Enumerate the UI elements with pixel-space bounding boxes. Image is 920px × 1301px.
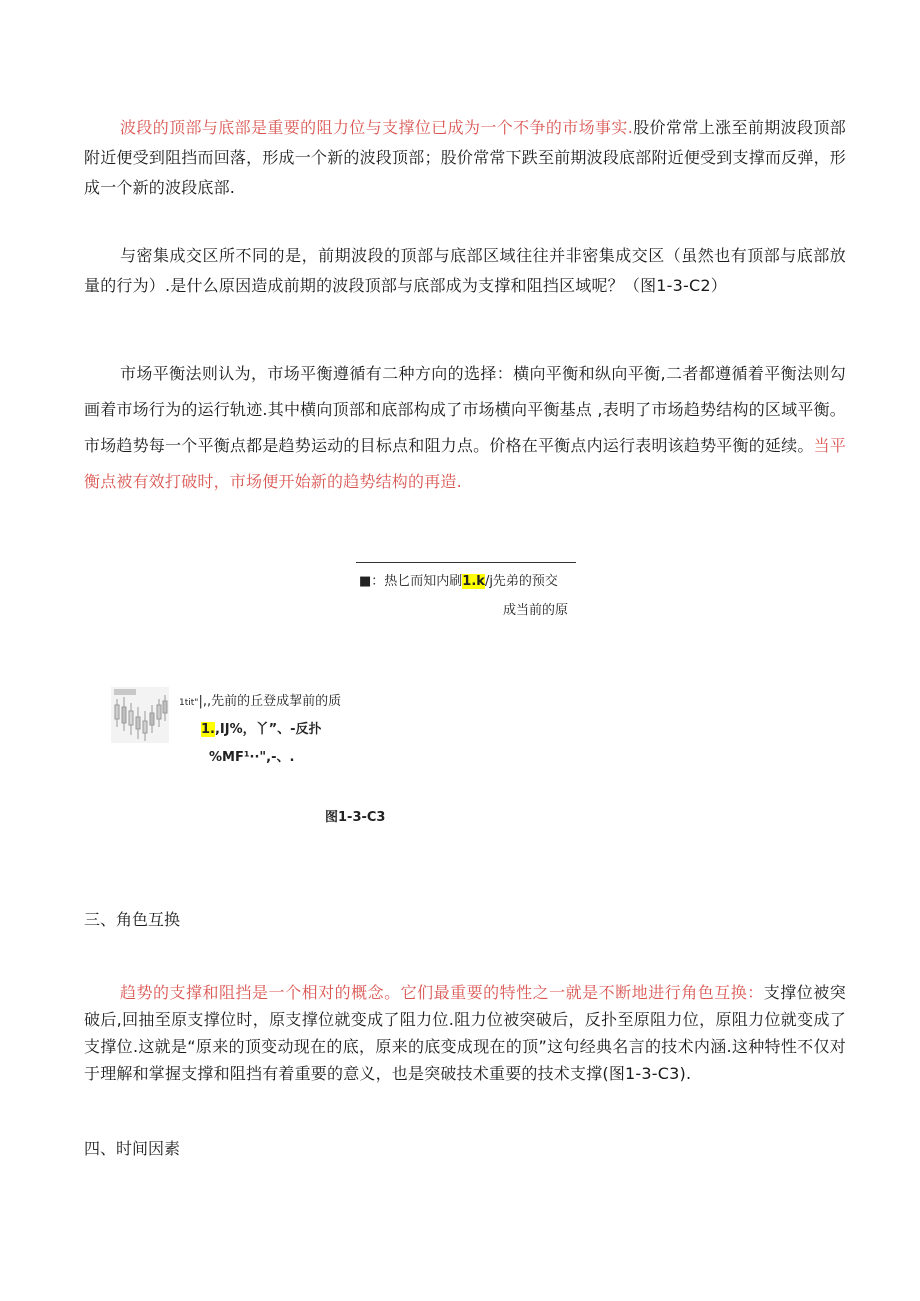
body-text: 支撑位被突破后,回抽至原支撑位时，原支撑位就变成了阻力位.阻力位被突破后，反扑至原阻力位，原阻力位就变成了支撑位.这就是“原来的顶变动现在的底，原来的底变成现在的顶”这句经典名言的技术内涵.这种特性不仅对于理解和掌握支撑和阻挡有着重要的意义，也是突破技术重要的技术支撑(图1-3-C3). (84, 983, 846, 1083)
annotation-text: 1tit" (179, 698, 199, 708)
figure-divider (356, 562, 576, 563)
figure-annotation-line5: %MF¹··",-、. (209, 750, 295, 765)
annotation-text: |,,先前的丘登成挈前的质 (198, 694, 342, 709)
body-text: 与密集成交区所不同的是，前期波段的顶部与底部区域往往并非密集成交区（虽然也有顶部与底部放量的行为）.是什么原因造成前期的波段顶部与底部成为支撑和阻挡区域呢？（图1-3-C2） (84, 246, 846, 295)
highlight-text: 当平衡点被有效打破时，市场便开始新的趋势结构的再造. (84, 436, 846, 491)
highlight-text: 波段的顶部与底部是重要的阻力位与支撑位已成为一个不争的市场事实. (120, 118, 634, 137)
figure-annotation-line2: 成当前的原 (503, 603, 569, 618)
body-text: 市场平衡法则认为，市场平衡遵循有二种方向的选择：横向平衡和纵向平衡,二者都遵循着平衡法则勾画着市场行为的运行轨迹.其中横向顶部和底部构成了市场横向平衡基点 ,表明了市场趋势结构的区域平衡。市场趋势每一个平衡点都是趋势运动的目标点和阻力点。价格在平衡点内运行表明该趋势平衡的延续。 (84, 364, 846, 455)
highlight-text: 趋势的支撑和阻挡是一个相对的概念。它们最重要的特性之一就是不断地进行角色互换： (120, 983, 764, 1002)
figure-caption: 图1-3-C3 (325, 810, 386, 825)
annotation-text: /j先弟的预交 (484, 574, 558, 589)
section-heading-role-reversal: 三、角色互换 (84, 910, 181, 929)
paragraph-dense-trading-zone (84, 241, 846, 301)
figure-annotation-line1 (359, 570, 558, 589)
paragraph-wave-tops-bottoms (84, 113, 846, 203)
paragraph-market-balance (84, 356, 846, 500)
annotation-text: ,IJ%，丫”、-反扑 (214, 722, 322, 737)
figure-annotation-line3 (179, 690, 341, 709)
figure-annotation-line4 (201, 718, 322, 737)
paragraph-role-reversal (84, 979, 846, 1087)
chart-thumbnail-image (111, 687, 169, 743)
annotation-marker: 1. (201, 722, 215, 737)
body-text: 股价常常上涨至前期波段顶部附近便受到阻挡而回落，形成一个新的波段顶部；股价常常下跌至前期波段底部附近便受到支撑而反弹，形成一个新的波段底部. (84, 118, 846, 197)
annotation-marker: 1.k (462, 574, 485, 589)
annotation-text: ■：热匕而知内刷 (359, 574, 463, 589)
section-heading-time-factor: 四、时间因素 (84, 1139, 181, 1158)
